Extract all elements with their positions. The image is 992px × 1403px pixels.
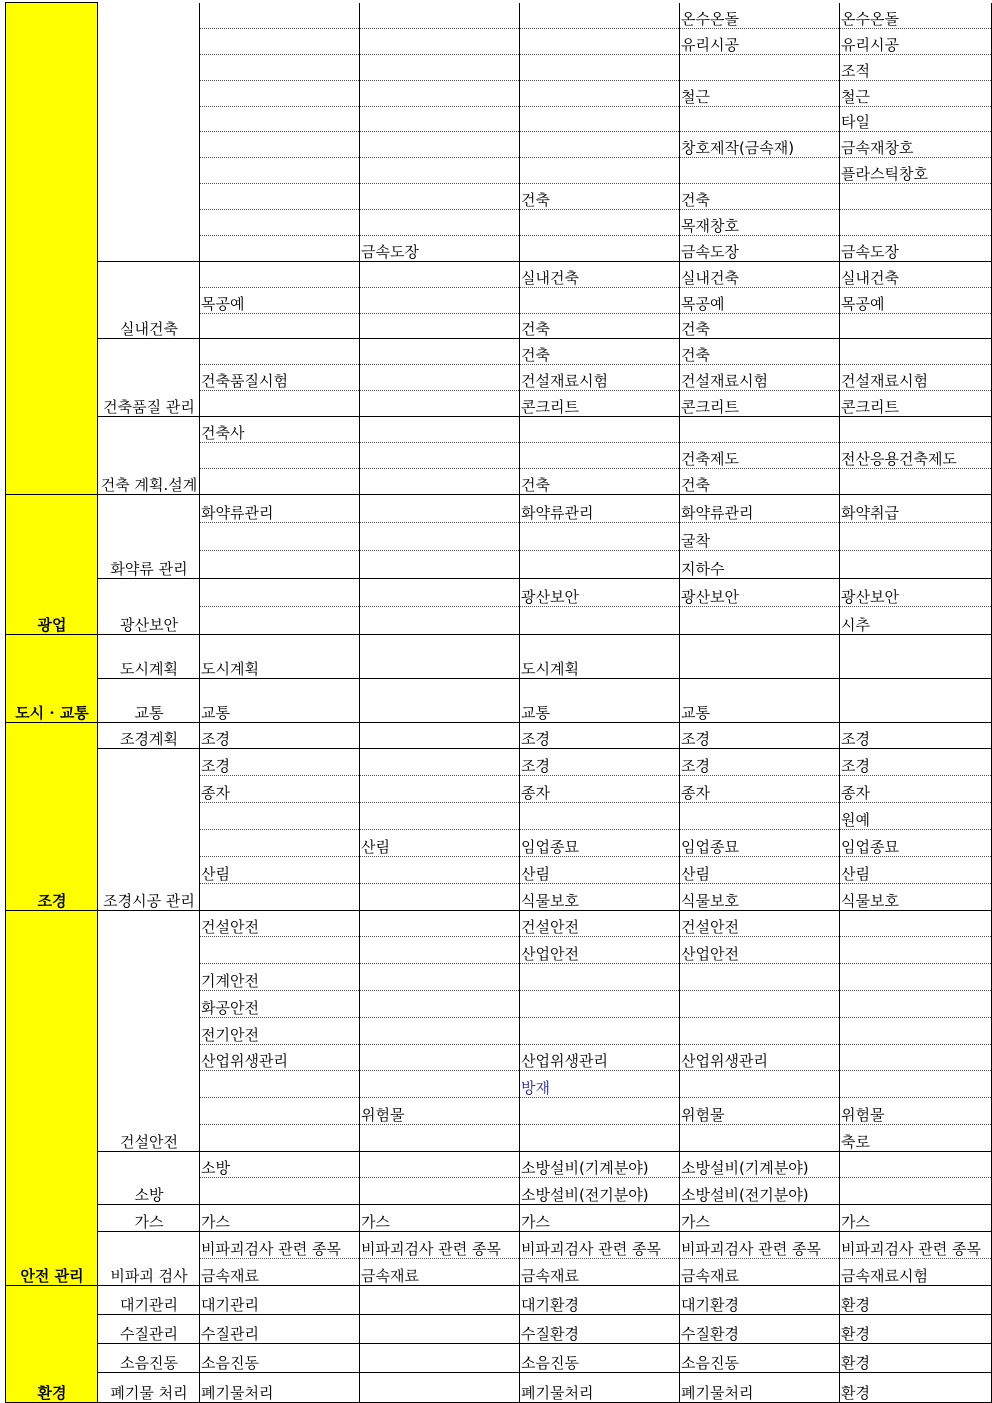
qualification-cell bbox=[360, 54, 520, 80]
qualification-cell bbox=[200, 1071, 360, 1098]
qualification-cell: 건설재료시험 bbox=[520, 365, 680, 391]
qualification-cell: 금속재료 bbox=[520, 1258, 680, 1285]
qualification-cell: 조적 bbox=[840, 54, 992, 80]
qualification-cell: 환경 bbox=[840, 1373, 992, 1402]
table-row bbox=[6, 1314, 992, 1343]
qualification-cell: 위험물 bbox=[840, 1098, 992, 1125]
qualification-cell bbox=[360, 578, 520, 606]
qualification-cell: 실내건축 bbox=[840, 261, 992, 287]
qualification-cell bbox=[360, 606, 520, 634]
qualification-cell bbox=[360, 722, 520, 749]
qualification-cell bbox=[840, 417, 992, 443]
qualification-cell bbox=[520, 287, 680, 313]
qualification-cell: 식물보호 bbox=[840, 883, 992, 910]
qualification-cell bbox=[520, 1098, 680, 1125]
qualification-cell bbox=[520, 803, 680, 830]
qualification-cell bbox=[520, 158, 680, 184]
qualification-cell bbox=[680, 54, 840, 80]
qualification-cell bbox=[200, 606, 360, 634]
qualification-cell: 지하수 bbox=[680, 550, 840, 578]
qualification-cell: 금속도장 bbox=[840, 235, 992, 261]
qualification-cell: 타일 bbox=[840, 106, 992, 132]
qualification-cell: 소방설비(전기분야) bbox=[680, 1178, 840, 1205]
qualification-cell: 소방설비(전기분야) bbox=[520, 1178, 680, 1205]
field-cell: 가스 bbox=[98, 1205, 200, 1232]
qualification-cell bbox=[200, 184, 360, 210]
qualification-cell: 환경 bbox=[840, 1285, 992, 1314]
qualification-cell: 소음진동 bbox=[200, 1344, 360, 1373]
qualification-cell: 금속재창호 bbox=[840, 132, 992, 158]
qualification-cell bbox=[200, 578, 360, 606]
qualification-cell: 도시계획 bbox=[520, 634, 680, 678]
qualification-cell bbox=[520, 106, 680, 132]
qualification-cell bbox=[360, 158, 520, 184]
qualification-cell bbox=[360, 1373, 520, 1402]
qualification-cell bbox=[520, 550, 680, 578]
qualification-cell: 금속재료 bbox=[360, 1258, 520, 1285]
field-cell: 수질관리 bbox=[98, 1314, 200, 1343]
qualification-cell bbox=[360, 339, 520, 365]
qualification-cell: 건축 bbox=[520, 339, 680, 365]
qualification-cell: 건설재료시험 bbox=[680, 365, 840, 391]
table-row bbox=[6, 1344, 992, 1373]
qualification-cell bbox=[200, 132, 360, 158]
qualification-cell: 조경 bbox=[200, 749, 360, 776]
qualification-cell bbox=[200, 210, 360, 236]
qualification-cell: 비파괴검사 관련 종목 bbox=[840, 1232, 992, 1259]
qualification-cell bbox=[840, 339, 992, 365]
qualification-cell bbox=[520, 80, 680, 106]
field-cell: 조경시공 관리 bbox=[98, 749, 200, 910]
qualification-cell bbox=[360, 184, 520, 210]
qualification-cell bbox=[360, 910, 520, 937]
qualification-cell: 조경 bbox=[680, 749, 840, 776]
qualification-cell: 온수온돌 bbox=[680, 3, 840, 29]
qualification-cell: 목공예 bbox=[840, 287, 992, 313]
qualification-cell: 건설안전 bbox=[200, 910, 360, 937]
qualification-cell: 건축 bbox=[680, 468, 840, 494]
qualification-cell: 식물보호 bbox=[520, 883, 680, 910]
qualification-cell: 광산보안 bbox=[840, 578, 992, 606]
qualification-cell bbox=[680, 634, 840, 678]
qualification-cell: 방재 bbox=[520, 1071, 680, 1098]
qualification-cell: 화약류관리 bbox=[680, 494, 840, 522]
category-cell: 도시 · 교통 bbox=[6, 634, 98, 722]
qualification-cell: 콘크리트 bbox=[840, 391, 992, 417]
qualification-cell bbox=[520, 442, 680, 468]
qualification-cell: 폐기물처리 bbox=[520, 1373, 680, 1402]
qualification-cell bbox=[840, 550, 992, 578]
qualification-cell: 기계안전 bbox=[200, 964, 360, 991]
qualification-cell: 유리시공 bbox=[840, 28, 992, 54]
qualification-cell bbox=[840, 313, 992, 339]
qualification-cell: 종자 bbox=[200, 776, 360, 803]
qualification-cell: 위험물 bbox=[360, 1098, 520, 1125]
qualification-cell bbox=[360, 856, 520, 883]
qualification-cell: 임업종묘 bbox=[840, 830, 992, 857]
qualification-cell bbox=[680, 1124, 840, 1151]
qualification-cell bbox=[200, 1098, 360, 1125]
qualification-cell: 종자 bbox=[840, 776, 992, 803]
qualification-cell bbox=[360, 28, 520, 54]
qualification-cell: 소방설비(기계분야) bbox=[680, 1151, 840, 1178]
field-cell: 비파괴 검사 bbox=[98, 1232, 200, 1286]
qualification-cell: 폐기물처리 bbox=[200, 1373, 360, 1402]
qualification-cell bbox=[360, 1017, 520, 1044]
qualification-cell bbox=[360, 883, 520, 910]
qualification-cell bbox=[360, 391, 520, 417]
qualification-cell: 소방설비(기계분야) bbox=[520, 1151, 680, 1178]
qualification-cell: 대기관리 bbox=[200, 1285, 360, 1314]
qualification-cell: 조경 bbox=[520, 722, 680, 749]
qualification-cell: 조경 bbox=[520, 749, 680, 776]
qualification-cell: 종자 bbox=[680, 776, 840, 803]
field-cell: 건축 계획.설계 bbox=[98, 417, 200, 495]
qualification-cell bbox=[360, 1044, 520, 1071]
table-row bbox=[6, 634, 992, 678]
qualification-cell bbox=[200, 261, 360, 287]
qualification-cell bbox=[200, 80, 360, 106]
qualification-cell bbox=[520, 1124, 680, 1151]
field-cell: 광산보안 bbox=[98, 578, 200, 634]
qualification-cell bbox=[360, 803, 520, 830]
category-cell: 안전 관리 bbox=[6, 910, 98, 1285]
qualification-cell: 건설안전 bbox=[680, 910, 840, 937]
qualification-cell bbox=[200, 106, 360, 132]
qualification-cell: 건축 bbox=[680, 184, 840, 210]
qualification-cell bbox=[360, 3, 520, 29]
category-cell bbox=[6, 3, 98, 495]
qualification-cell: 가스 bbox=[680, 1205, 840, 1232]
qualification-cell: 산림 bbox=[360, 830, 520, 857]
qualification-cell: 화약류관리 bbox=[200, 494, 360, 522]
qualification-cell: 산업안전 bbox=[520, 937, 680, 964]
qualification-cell: 창호제작(금속재) bbox=[680, 132, 840, 158]
qualification-cell bbox=[840, 210, 992, 236]
qualification-cell: 목공예 bbox=[680, 287, 840, 313]
table-row bbox=[6, 1151, 992, 1178]
qualification-cell: 조경 bbox=[680, 722, 840, 749]
qualification-cell bbox=[520, 522, 680, 550]
qualification-cell: 가스 bbox=[520, 1205, 680, 1232]
qualification-cell: 건축사 bbox=[200, 417, 360, 443]
qualification-cell: 산림 bbox=[520, 856, 680, 883]
qualification-cell bbox=[200, 883, 360, 910]
qualification-cell: 화공안전 bbox=[200, 990, 360, 1017]
qualification-cell bbox=[360, 634, 520, 678]
qualification-cell: 조경 bbox=[200, 722, 360, 749]
qualification-cell bbox=[200, 54, 360, 80]
qualification-cell: 대기환경 bbox=[520, 1285, 680, 1314]
field-cell: 폐기물 처리 bbox=[98, 1373, 200, 1402]
qualification-cell: 비파괴검사 관련 종목 bbox=[520, 1232, 680, 1259]
qualification-cell: 실내건축 bbox=[520, 261, 680, 287]
qualification-cell: 건축 bbox=[520, 184, 680, 210]
qualification-cell: 조경 bbox=[840, 722, 992, 749]
qualification-cell: 금속도장 bbox=[360, 235, 520, 261]
qualification-cell bbox=[360, 494, 520, 522]
qualification-cell bbox=[360, 1344, 520, 1373]
qualification-cell bbox=[680, 990, 840, 1017]
qualification-cell: 건설안전 bbox=[520, 910, 680, 937]
table-row bbox=[6, 3, 992, 29]
qualification-cell bbox=[360, 1314, 520, 1343]
qualification-cell: 굴착 bbox=[680, 522, 840, 550]
qualification-cell: 목재창호 bbox=[680, 210, 840, 236]
qualification-cell: 전기안전 bbox=[200, 1017, 360, 1044]
qualification-cell bbox=[360, 106, 520, 132]
qualification-cell: 금속재료 bbox=[680, 1258, 840, 1285]
qualification-cell: 건축제도 bbox=[680, 442, 840, 468]
qualification-cell bbox=[360, 937, 520, 964]
category-cell: 광업 bbox=[6, 494, 98, 634]
qualification-cell bbox=[200, 1178, 360, 1205]
qualification-cell bbox=[360, 1124, 520, 1151]
table-row bbox=[6, 417, 992, 443]
qualification-cell bbox=[840, 1151, 992, 1178]
qualification-cell: 유리시공 bbox=[680, 28, 840, 54]
qualification-cell: 식물보호 bbox=[680, 883, 840, 910]
qualification-cell bbox=[520, 235, 680, 261]
qualification-cell: 소음진동 bbox=[520, 1344, 680, 1373]
qualification-cell: 전산응용건축제도 bbox=[840, 442, 992, 468]
qualification-cell: 도시계획 bbox=[200, 634, 360, 678]
qualification-cell bbox=[680, 1071, 840, 1098]
qualification-cell bbox=[840, 910, 992, 937]
qualification-cell: 산림 bbox=[680, 856, 840, 883]
qualification-cell: 건축 bbox=[680, 339, 840, 365]
qualification-cell bbox=[520, 28, 680, 54]
table-row bbox=[6, 749, 992, 776]
qualification-cell bbox=[520, 210, 680, 236]
qualification-cell: 소음진동 bbox=[680, 1344, 840, 1373]
qualification-cell bbox=[840, 990, 992, 1017]
qualification-cell bbox=[200, 1124, 360, 1151]
table-row bbox=[6, 910, 992, 937]
qualification-cell bbox=[520, 1017, 680, 1044]
qualification-cell bbox=[360, 442, 520, 468]
qualification-cell bbox=[200, 3, 360, 29]
qualification-cell bbox=[200, 313, 360, 339]
table-row bbox=[6, 578, 992, 606]
table-row bbox=[6, 1232, 992, 1259]
qualification-cell bbox=[360, 313, 520, 339]
qualification-cell: 산업위생관리 bbox=[680, 1044, 840, 1071]
qualification-cell: 위험물 bbox=[680, 1098, 840, 1125]
qualification-cell: 수질환경 bbox=[680, 1314, 840, 1343]
qualification-cell bbox=[680, 964, 840, 991]
qualification-cell bbox=[200, 158, 360, 184]
qualification-cell bbox=[680, 158, 840, 184]
qualification-cell bbox=[520, 3, 680, 29]
qualification-cell bbox=[360, 1178, 520, 1205]
qualification-cell: 환경 bbox=[840, 1314, 992, 1343]
qualification-cell: 건축 bbox=[520, 313, 680, 339]
qualification-cell bbox=[360, 80, 520, 106]
qualification-cell bbox=[520, 990, 680, 1017]
qualification-cell bbox=[200, 235, 360, 261]
table-row bbox=[6, 494, 992, 522]
qualification-cell bbox=[520, 132, 680, 158]
qualification-cell bbox=[840, 184, 992, 210]
qualification-cell: 수질관리 bbox=[200, 1314, 360, 1343]
qualification-cell: 산림 bbox=[840, 856, 992, 883]
qualification-cell bbox=[360, 210, 520, 236]
qualification-cell bbox=[200, 28, 360, 54]
table-row bbox=[6, 1285, 992, 1314]
qualification-cell bbox=[360, 776, 520, 803]
qualification-cell bbox=[520, 606, 680, 634]
qualification-cell: 건설재료시험 bbox=[840, 365, 992, 391]
field-cell: 교통 bbox=[98, 678, 200, 722]
field-cell: 소음진동 bbox=[98, 1344, 200, 1373]
qualification-cell: 소방 bbox=[200, 1151, 360, 1178]
qualification-cell bbox=[840, 634, 992, 678]
qualification-cell: 산업위생관리 bbox=[520, 1044, 680, 1071]
qualification-cell bbox=[200, 830, 360, 857]
qualification-cell: 대기환경 bbox=[680, 1285, 840, 1314]
qualification-cell bbox=[840, 468, 992, 494]
qualification-cell: 산업안전 bbox=[680, 937, 840, 964]
qualification-cell bbox=[200, 468, 360, 494]
qualification-cell bbox=[360, 287, 520, 313]
qualification-cell bbox=[360, 990, 520, 1017]
qualification-cell: 가스 bbox=[840, 1205, 992, 1232]
qualification-cell: 광산보안 bbox=[680, 578, 840, 606]
qualification-cell: 비파괴검사 관련 종목 bbox=[200, 1232, 360, 1259]
qualification-cell: 교통 bbox=[200, 678, 360, 722]
qualification-cell bbox=[840, 522, 992, 550]
table-row bbox=[6, 339, 992, 365]
qualification-cell bbox=[360, 1071, 520, 1098]
qualification-cell: 조경 bbox=[840, 749, 992, 776]
table-row bbox=[6, 1205, 992, 1232]
qualification-cell bbox=[680, 1017, 840, 1044]
field-cell: 화약류 관리 bbox=[98, 494, 200, 578]
qualification-cell: 축로 bbox=[840, 1124, 992, 1151]
qualification-cell bbox=[360, 132, 520, 158]
qualification-cell bbox=[360, 964, 520, 991]
qualification-cell: 금속재료 bbox=[200, 1258, 360, 1285]
qualification-cell bbox=[360, 522, 520, 550]
qualification-cell bbox=[360, 261, 520, 287]
field-cell: 소방 bbox=[98, 1151, 200, 1205]
qualification-cell bbox=[200, 391, 360, 417]
qualification-cell bbox=[840, 1044, 992, 1071]
table-row bbox=[6, 1373, 992, 1402]
qualification-cell: 폐기물처리 bbox=[680, 1373, 840, 1402]
qualification-cell: 교통 bbox=[520, 678, 680, 722]
qualification-cell: 철근 bbox=[680, 80, 840, 106]
qualification-cell bbox=[360, 417, 520, 443]
field-cell: 실내건축 bbox=[98, 261, 200, 339]
qualification-cell bbox=[680, 417, 840, 443]
qualification-cell bbox=[360, 365, 520, 391]
field-cell: 도시계획 bbox=[98, 634, 200, 678]
qualification-cell: 목공예 bbox=[200, 287, 360, 313]
qualification-cell: 실내건축 bbox=[680, 261, 840, 287]
qualification-cell: 임업종묘 bbox=[520, 830, 680, 857]
qualification-cell bbox=[360, 1285, 520, 1314]
qualification-cell: 콘크리트 bbox=[680, 391, 840, 417]
qualification-cell bbox=[520, 964, 680, 991]
qualification-cell: 화약류관리 bbox=[520, 494, 680, 522]
qualification-cell: 시추 bbox=[840, 606, 992, 634]
qualification-cell: 건축 bbox=[520, 468, 680, 494]
qualification-cell: 건축품질시험 bbox=[200, 365, 360, 391]
field-cell: 건축품질 관리 bbox=[98, 339, 200, 417]
qualification-cell bbox=[200, 550, 360, 578]
qualification-cell bbox=[840, 1017, 992, 1044]
qualification-cell: 건축 bbox=[680, 313, 840, 339]
qualification-cell bbox=[200, 803, 360, 830]
qualification-cell: 환경 bbox=[840, 1344, 992, 1373]
qualification-cell: 온수온돌 bbox=[840, 3, 992, 29]
category-cell: 조경 bbox=[6, 722, 98, 910]
qualification-cell: 임업종묘 bbox=[680, 830, 840, 857]
qualification-cell: 금속도장 bbox=[680, 235, 840, 261]
table-body bbox=[6, 3, 992, 1403]
qualification-cell bbox=[680, 803, 840, 830]
qualification-cell bbox=[200, 442, 360, 468]
qualification-cell: 가스 bbox=[360, 1205, 520, 1232]
qualification-cell: 비파괴검사 관련 종목 bbox=[680, 1232, 840, 1259]
qualification-table bbox=[5, 2, 992, 1403]
qualification-cell: 철근 bbox=[840, 80, 992, 106]
qualification-cell bbox=[840, 937, 992, 964]
field-cell: 건설안전 bbox=[98, 910, 200, 1151]
field-cell: 대기관리 bbox=[98, 1285, 200, 1314]
qualification-cell: 비파괴검사 관련 종목 bbox=[360, 1232, 520, 1259]
table-row bbox=[6, 678, 992, 722]
qualification-cell bbox=[200, 339, 360, 365]
qualification-cell: 종자 bbox=[520, 776, 680, 803]
qualification-cell: 원예 bbox=[840, 803, 992, 830]
table-row bbox=[6, 722, 992, 749]
qualification-cell bbox=[520, 54, 680, 80]
qualification-cell: 화약취급 bbox=[840, 494, 992, 522]
field-cell bbox=[98, 3, 200, 262]
table-row bbox=[6, 261, 992, 287]
qualification-cell: 가스 bbox=[200, 1205, 360, 1232]
qualification-cell: 산림 bbox=[200, 856, 360, 883]
category-cell: 환경 bbox=[6, 1285, 98, 1402]
qualification-cell: 광산보안 bbox=[520, 578, 680, 606]
qualification-cell bbox=[680, 606, 840, 634]
qualification-cell bbox=[360, 1151, 520, 1178]
qualification-cell: 수질환경 bbox=[520, 1314, 680, 1343]
qualification-cell bbox=[840, 964, 992, 991]
qualification-cell: 플라스틱창호 bbox=[840, 158, 992, 184]
qualification-cell bbox=[360, 550, 520, 578]
qualification-cell bbox=[680, 106, 840, 132]
qualification-cell bbox=[840, 678, 992, 722]
field-cell: 조경계획 bbox=[98, 722, 200, 749]
qualification-cell: 산업위생관리 bbox=[200, 1044, 360, 1071]
qualification-cell: 금속재료시험 bbox=[840, 1258, 992, 1285]
qualification-cell: 콘크리트 bbox=[520, 391, 680, 417]
qualification-cell bbox=[360, 468, 520, 494]
qualification-cell bbox=[360, 678, 520, 722]
qualification-cell bbox=[200, 937, 360, 964]
qualification-cell bbox=[840, 1178, 992, 1205]
qualification-cell bbox=[520, 417, 680, 443]
qualification-cell bbox=[360, 749, 520, 776]
qualification-cell: 교통 bbox=[680, 678, 840, 722]
qualification-cell bbox=[200, 522, 360, 550]
qualification-cell bbox=[840, 1071, 992, 1098]
